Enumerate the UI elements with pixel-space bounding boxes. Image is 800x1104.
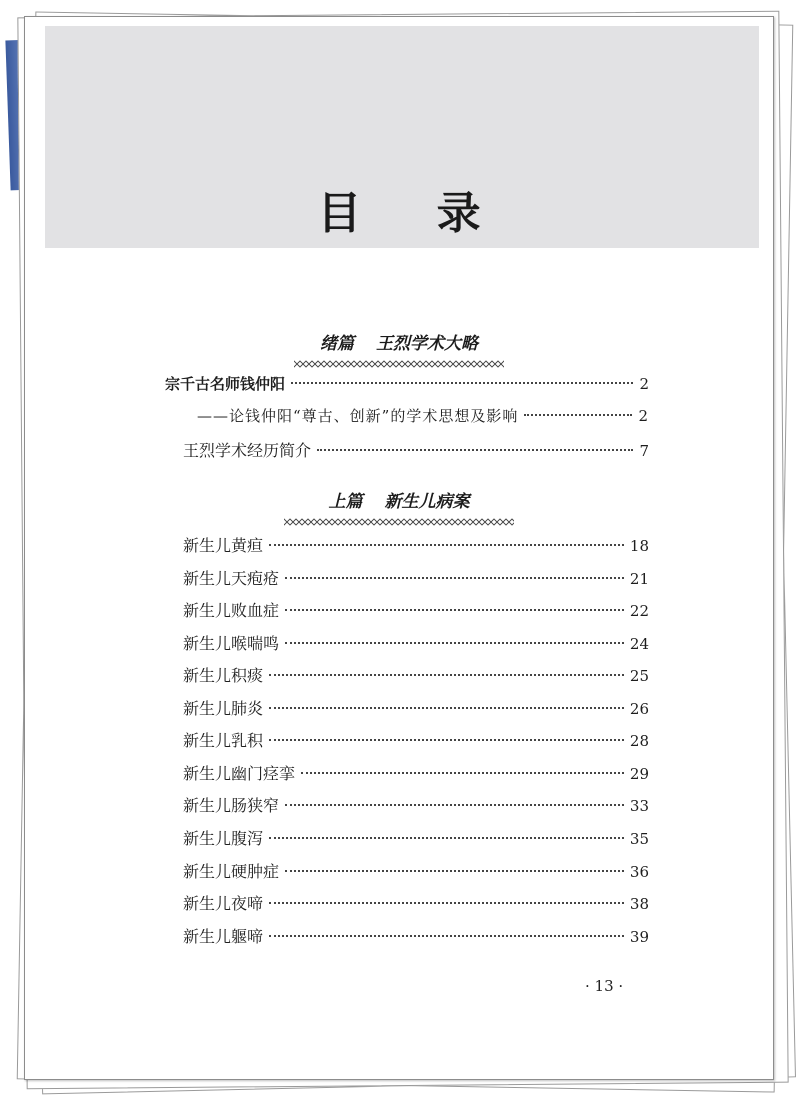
toc-leader-dots	[317, 449, 633, 451]
toc-leader-dots	[285, 577, 624, 579]
toc-entry[interactable]	[183, 631, 649, 654]
toc-entry-title: 王烈学术经历简介	[183, 441, 312, 460]
toc-entry[interactable]	[183, 533, 649, 556]
toc-entry-page: 35	[629, 830, 649, 848]
toc-leader-dots	[269, 707, 624, 709]
toc-entry-title: 新生儿乳积	[183, 731, 264, 750]
toc-leader-dots	[269, 739, 624, 741]
page-number: · 13 ·	[585, 977, 624, 995]
toc-leader-dots	[285, 804, 624, 806]
toc-entry-page: 22	[629, 602, 649, 620]
toc-entry[interactable]	[183, 761, 649, 784]
toc-leader-dots	[524, 414, 632, 416]
zigzag-divider	[284, 518, 514, 526]
toc-entry[interactable]	[183, 438, 649, 461]
toc-entry-title: 新生儿肺炎	[183, 699, 264, 718]
toc-entry-subtitle[interactable]	[197, 405, 649, 426]
toc-entry-page: 7	[639, 442, 649, 460]
toc-leader-dots	[269, 902, 624, 904]
toc-entry-title: 新生儿幽门痉挛	[183, 764, 296, 783]
toc-leader-dots	[285, 609, 624, 611]
section-part-label: 上篇	[328, 492, 363, 512]
toc-entry-page: 26	[629, 700, 649, 718]
toc-entry-page: 38	[629, 895, 649, 913]
toc-entry[interactable]	[183, 793, 649, 816]
toc-entry-title: 新生儿腹泻	[183, 829, 264, 848]
toc-entry-title: 宗千古名师钱仲阳	[165, 375, 286, 393]
toc-entry-page: 39	[629, 928, 649, 946]
toc-entry-title: 新生儿喉喘鸣	[183, 634, 280, 653]
toc-entry[interactable]	[183, 663, 649, 686]
section-heading-newborn	[25, 487, 773, 526]
section-heading-prologue	[25, 329, 773, 368]
toc-entry-page: 33	[629, 797, 649, 815]
toc-entry-page: 25	[629, 667, 649, 685]
toc-entry-page: 18	[629, 537, 649, 555]
toc-entry-page: 24	[629, 635, 649, 653]
toc-entry[interactable]	[183, 891, 649, 914]
toc-entry[interactable]	[183, 728, 649, 751]
toc-leader-dots	[301, 772, 624, 774]
toc-entry-title: 新生儿黄疸	[183, 536, 264, 555]
toc-entry-title: 新生儿硬肿症	[183, 862, 280, 881]
toc-leader-dots	[285, 870, 624, 872]
section-title: 王烈学术大略	[376, 334, 478, 354]
toc-leader-dots	[269, 544, 624, 546]
toc-entry[interactable]	[165, 373, 649, 394]
toc-entry[interactable]	[183, 566, 649, 589]
section-part-label: 绪篇	[320, 334, 354, 354]
toc-entry-title: 新生儿天疱疮	[183, 569, 280, 588]
toc-leader-dots	[269, 935, 624, 937]
toc-entry-title: 新生儿躽啼	[183, 927, 264, 946]
toc-entry[interactable]	[183, 696, 649, 719]
toc-entry-page: 2	[638, 407, 649, 425]
section-title: 新生儿病案	[384, 492, 470, 512]
toc-leader-dots	[269, 674, 624, 676]
toc-leader-dots	[269, 837, 624, 839]
toc-leader-dots	[291, 382, 633, 384]
toc-entry-title: ——论钱仲阳“尊古、创新”的学术思想及影响	[197, 407, 519, 425]
toc-page	[24, 16, 774, 1080]
toc-entry-page: 36	[629, 863, 649, 881]
page-title: 目 录	[317, 188, 511, 239]
toc-entry[interactable]	[183, 598, 649, 621]
toc-entry[interactable]	[183, 859, 649, 882]
toc-entry-title: 新生儿败血症	[183, 601, 280, 620]
zigzag-divider	[294, 360, 504, 368]
toc-entry-title: 新生儿积痰	[183, 666, 264, 685]
toc-entry-title: 新生儿夜啼	[183, 894, 264, 913]
toc-entry-page: 29	[629, 765, 649, 783]
toc-entry-title: 新生儿肠狭窄	[183, 796, 280, 815]
toc-entry-page: 2	[639, 375, 649, 393]
toc-entry[interactable]	[183, 826, 649, 849]
toc-leader-dots	[285, 642, 624, 644]
toc-entry[interactable]	[183, 924, 649, 947]
toc-entry-page: 21	[629, 570, 649, 588]
toc-entry-page: 28	[629, 732, 649, 750]
